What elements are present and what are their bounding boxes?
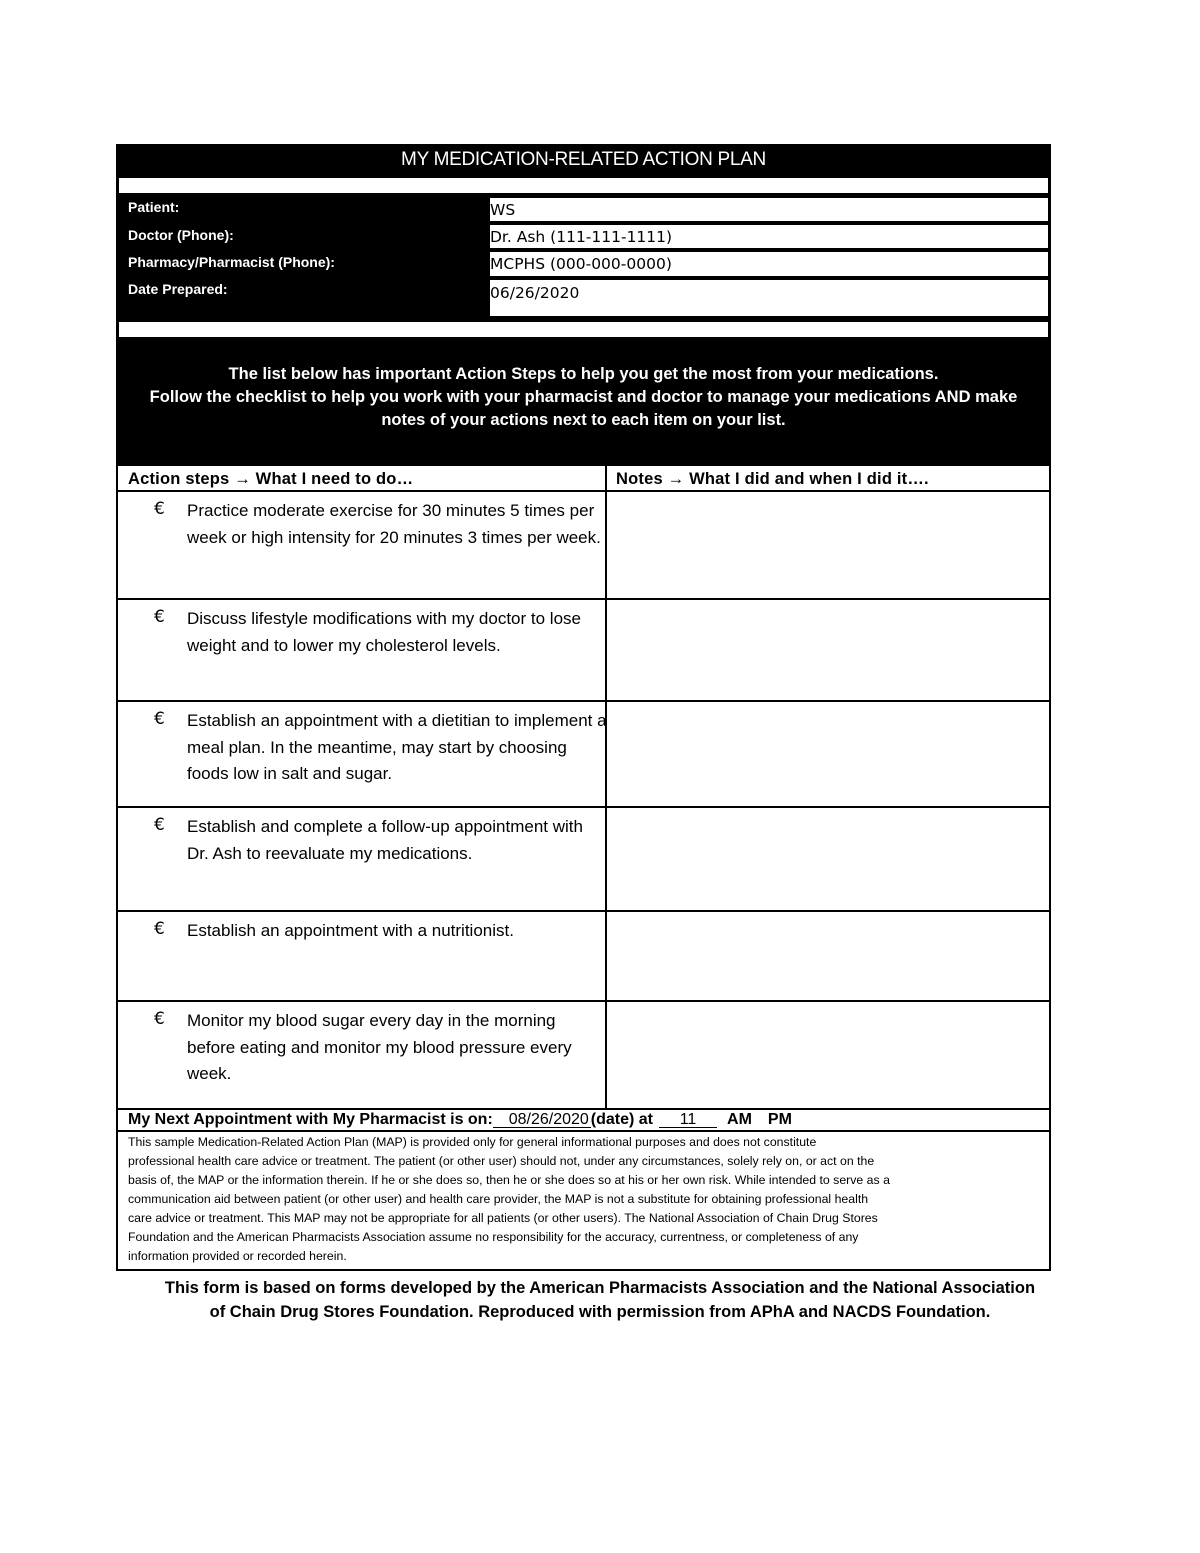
- footer-line: of Chain Drug Stores Foundation. Reproduced with permission from APhA and NACDS Foundation.: [209, 1303, 991, 1321]
- disclaimer-line: Foundation and the American Pharmacists Association assume no responsibility for the accuracy, currentness, or completeness of any: [128, 1230, 859, 1244]
- action-step-text: Establish an appointment with a dietitian to implement a meal plan. In the meantime, may start by choosing foods low in salt and sugar.: [187, 711, 607, 783]
- action-step-text: Discuss lifestyle modifications with my doctor to lose weight and to lower my cholesterol levels.: [187, 609, 581, 655]
- action-step-text: Practice moderate exercise for 30 minutes 5 times per week or high intensity for 20 minutes 3 times per week.: [187, 501, 601, 547]
- appointment-label: My Next Appointment with My Pharmacist is on:: [128, 1111, 493, 1128]
- disclaimer-text: [116, 1132, 1051, 1271]
- disclaimer-line: care advice or treatment. This MAP may not be appropriate for all patients (or other users). The National Association of Chain Drug Stores: [128, 1211, 878, 1225]
- action-steps-header: Action steps → What I need to do…: [128, 469, 414, 488]
- next-appointment-row: [116, 1108, 1051, 1132]
- intro-line: The list below has important Action Steps to help you get the most from your medications.: [228, 365, 939, 383]
- checkbox-icon[interactable]: €: [154, 815, 165, 835]
- checkbox-icon[interactable]: €: [154, 499, 165, 519]
- pm-option[interactable]: PM: [767, 1111, 792, 1128]
- action-step-row: [118, 912, 605, 1000]
- disclaimer-line: This sample Medication-Related Action Plan (MAP) is provided only for general informational purposes and does not constitute: [128, 1135, 817, 1149]
- appointment-date-suffix: (date) at: [590, 1111, 654, 1128]
- pharmacy-label: Pharmacy/Pharmacist (Phone):: [128, 254, 335, 270]
- date-prepared-field[interactable]: 06/26/2020: [489, 279, 1049, 317]
- checkbox-icon[interactable]: €: [154, 1009, 165, 1029]
- disclaimer-line: basis of, the MAP or the information therein. If he or she does so, then he or she does so at his or her own risk. While intended to serve as a: [128, 1173, 890, 1187]
- form-title: MY MEDICATION-RELATED ACTION PLAN: [116, 144, 1051, 176]
- appointment-time[interactable]: 11: [659, 1112, 717, 1128]
- notes-header: Notes → What I did and when I did it….: [616, 469, 929, 488]
- action-step-row: [118, 702, 605, 806]
- footer-line: This form is based on forms developed by the American Pharmacists Association and the National Association: [164, 1279, 1036, 1297]
- intro-line: notes of your actions next to each item on your list.: [381, 411, 786, 429]
- spacer-row: [116, 320, 1051, 339]
- doctor-phone-field[interactable]: Dr. Ash (111-111-1111): [489, 224, 1049, 249]
- action-steps-table: [116, 464, 1051, 1108]
- doctor-label: Doctor (Phone):: [128, 227, 234, 243]
- date-prepared-label: Date Prepared:: [128, 281, 228, 297]
- disclaimer-line: communication aid between patient (or other user) and health care provider, the MAP is not a substitute for obtaining professional health: [128, 1192, 869, 1206]
- am-option[interactable]: AM: [727, 1111, 752, 1128]
- action-step-row: [118, 600, 605, 700]
- checkbox-icon[interactable]: €: [154, 709, 165, 729]
- action-step-row: [118, 808, 605, 910]
- action-step-row: [118, 1002, 605, 1108]
- appointment-date[interactable]: 08/26/2020: [493, 1112, 591, 1128]
- checkbox-icon[interactable]: €: [154, 607, 165, 627]
- action-step-row: [118, 492, 605, 598]
- intro-line: Follow the checklist to help you work with your pharmacist and doctor to manage your medications AND make: [149, 388, 1018, 406]
- disclaimer-line: information provided or recorded herein.: [128, 1249, 347, 1263]
- checkbox-icon[interactable]: €: [154, 919, 165, 939]
- spacer-row: [116, 176, 1051, 195]
- patient-info-block: [116, 195, 1051, 320]
- pharmacy-phone-field[interactable]: MCPHS (000-000-0000): [489, 251, 1049, 277]
- patient-label: Patient:: [128, 199, 180, 215]
- action-step-text: Establish an appointment with a nutritionist.: [187, 921, 514, 940]
- attribution-footer: [0, 1276, 1200, 1324]
- action-plan-form: [116, 144, 1051, 1271]
- action-step-text: Establish and complete a follow-up appointment with Dr. Ash to reevaluate my medications.: [187, 817, 583, 863]
- intro-banner: [116, 339, 1051, 464]
- disclaimer-line: professional health care advice or treatment. The patient (or other user) should not, under any circumstances, solely rely on, or act on the: [128, 1154, 875, 1168]
- patient-field[interactable]: WS: [489, 197, 1049, 222]
- action-step-text: Monitor my blood sugar every day in the morning before eating and monitor my blood pressure every week.: [187, 1011, 572, 1083]
